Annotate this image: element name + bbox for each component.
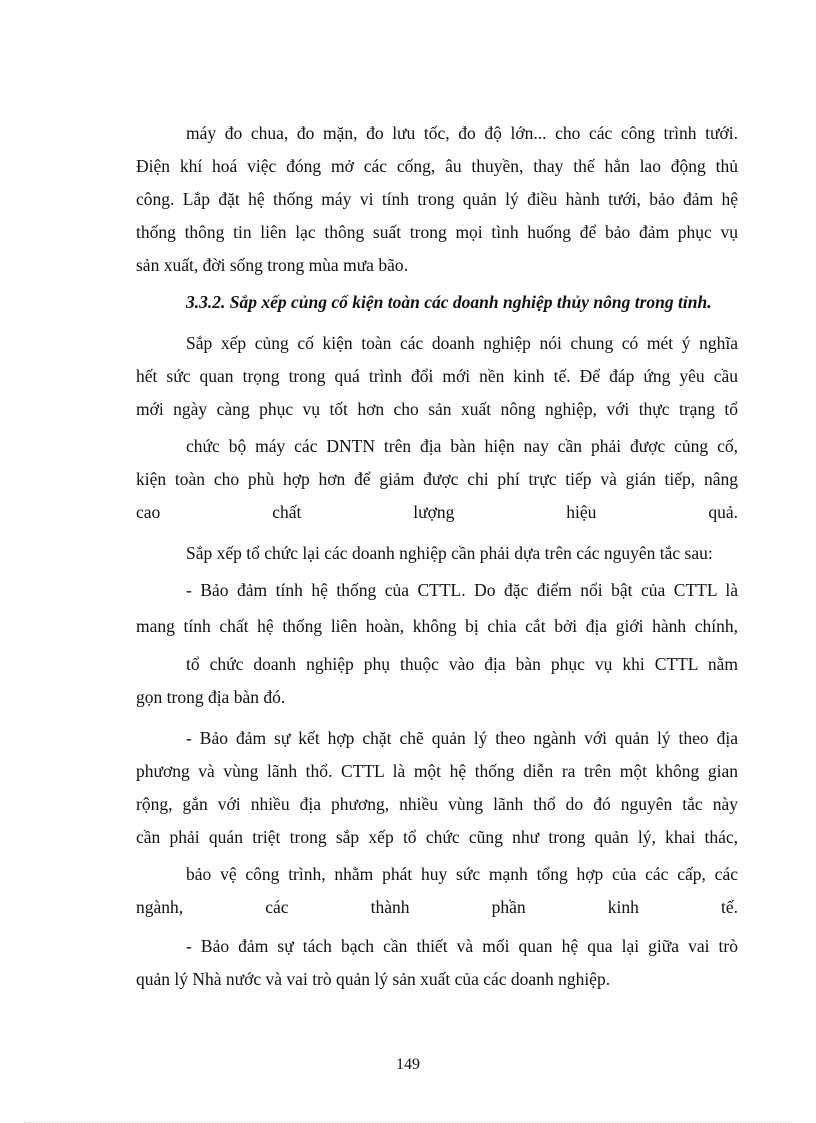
text-line: Điện khí hoá việc đóng mở các cống, âu thuyền, thay thế hẳn lao động thủ [136,156,738,176]
text-line: - Bảo đảm sự kết hợp chặt chẽ quản lý theo ngành với quản lý theo địa [186,728,738,748]
text-line: công. Lắp đặt hệ thống máy vi tính trong quản lý điều hành tưới, bảo đảm hệ [136,189,738,209]
text-line: quản lý Nhà nước và vai trò quản lý sản xuất của các doanh nghiệp. [136,969,611,989]
text-line: chức bộ máy các DNTN trên địa bàn hiện nay cần phải được củng cố, [186,436,738,456]
text-line: ngành, các thành phần kinh tế. [136,897,738,917]
text-line: bảo vệ công trình, nhằm phát huy sức mạnh tổng hợp của các cấp, các [186,864,738,884]
text-line: Sắp xếp củng cố kiện toàn các doanh nghiệp nói chung có mét ý nghĩa [186,333,738,353]
text-line: máy đo chua, đo mặn, đo lưu tốc, đo độ lớn... cho các công trình tưới. [186,123,738,143]
text-line: mới ngày càng phục vụ tốt hơn cho sản xuất nông nghiệp, với thực trạng tổ [136,399,738,419]
text-line: gọn trong địa bàn đó. [136,687,286,707]
text-line: cần phải quán triệt trong sắp xếp tổ chức cũng như trong quản lý, khai thác, [136,827,738,847]
text-line: Sắp xếp tổ chức lại các doanh nghiệp cần phải dựa trên các nguyên tắc sau: [186,543,713,563]
text-line: rộng, gắn với nhiều địa phương, nhiều vùng lãnh thổ do đó nguyên tắc này [136,794,738,814]
text-line: mang tính chất hệ thống liên hoàn, không bị chia cắt bởi địa giới hành chính, [136,616,738,636]
text-line: phương và vùng lãnh thổ. CTTL là một hệ thống diễn ra trên một không gian [136,761,738,781]
text-line: tổ chức doanh nghiệp phụ thuộc vào địa bàn phục vụ khi CTTL nằm [186,654,738,674]
text-line: hết sức quan trọng trong quá trình đổi mới nền kinh tế. Để đáp ứng yêu cầu [136,366,738,386]
text-line: thống thông tin liên lạc thông suất trong mọi tình huống để bảo đảm phục vụ [136,222,738,242]
text-line: sản xuất, đời sống trong mùa mưa bão. [136,255,408,275]
text-line: cao chất lượng hiệu quả. [136,502,738,522]
section-heading: 3.3.2. Sắp xếp củng cố kiện toàn các doanh nghiệp thủy nông trong tỉnh. [186,292,712,312]
text-line: - Bảo đảm tính hệ thống của CTTL. Do đặc điểm nổi bật của CTTL là [186,580,738,600]
text-line: - Bảo đảm sự tách bạch cần thiết và mối quan hệ qua lại giữa vai trò [186,936,738,956]
page-number: 149 [396,1056,420,1073]
text-line: kiện toàn cho phù hợp hơn để giảm được chi phí trực tiếp và gián tiếp, nâng [136,469,738,489]
